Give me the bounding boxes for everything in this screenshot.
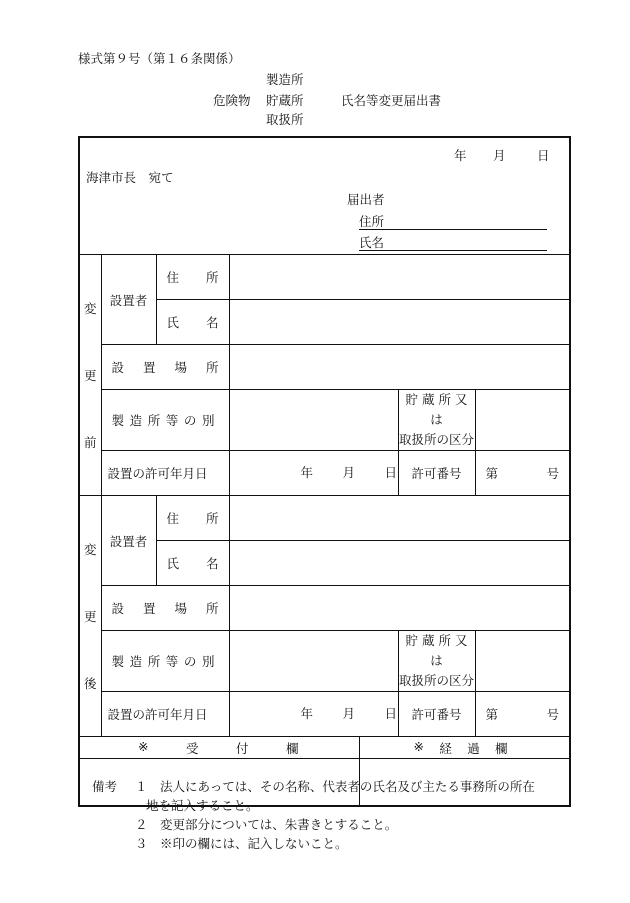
before-permit-date-field[interactable]	[229, 451, 398, 496]
after-installer-name-field[interactable]	[229, 541, 570, 586]
after-facility-class-field[interactable]	[229, 631, 398, 692]
after-permit-date-field[interactable]	[229, 692, 398, 737]
after-installer-label: 設置者	[101, 496, 156, 586]
notifier-address-label: 住所	[359, 214, 385, 229]
after-side-char-2: 更	[83, 608, 97, 624]
form-style-number: 様式第９号（第１６条関係）	[78, 51, 241, 66]
before-permit-date-label: 設置の許可年月日	[101, 451, 229, 496]
before-location-label: 設 置 場 所	[101, 345, 229, 390]
before-side-label	[79, 255, 101, 496]
notifier-name-field[interactable]	[359, 250, 547, 251]
title-prefix: 危険物	[213, 93, 251, 108]
before-storage-class-label: 貯 蔵 所 又 は 取扱所の区分	[398, 390, 475, 451]
progress-header: ※ 経 過 欄	[359, 737, 570, 759]
reception-header: ※ 受 付 欄	[79, 737, 359, 759]
before-storage-class-field[interactable]	[475, 390, 570, 451]
before-side-char-2: 更	[83, 367, 97, 383]
note-3-text: ※印の欄には、記入しないこと。	[160, 836, 348, 851]
note-1-text-cont: 地を記入すること。	[146, 798, 259, 813]
title-facility-storage: 貯蔵所	[266, 93, 304, 108]
notifier-name-label: 氏名	[359, 235, 385, 250]
after-permit-year: 年	[300, 706, 314, 721]
notes-label: 備考	[92, 779, 118, 794]
before-side-char-3: 前	[83, 434, 97, 450]
after-installer-name-label: 氏 名	[156, 541, 229, 586]
before-facility-class-field[interactable]	[229, 390, 398, 451]
note-1-text: 法人にあっては、その名称、代表者の氏名及び主たる事務所の所在	[160, 779, 535, 794]
after-permit-month: 月	[342, 706, 356, 721]
after-side-char-3: 後	[83, 675, 97, 691]
title-facility-handling: 取扱所	[266, 112, 304, 127]
before-permit-month: 月	[342, 465, 356, 480]
notifier-address-field[interactable]	[359, 229, 547, 230]
title-suffix: 氏名等変更届出書	[341, 93, 442, 108]
before-permit-number-field[interactable]: 第 号	[475, 451, 570, 496]
after-installer-address-label: 住 所	[156, 496, 229, 541]
before-installer-label: 設置者	[101, 255, 156, 345]
title-facility-manufacturing: 製造所	[266, 72, 304, 87]
before-installer-name-field[interactable]	[229, 300, 570, 345]
before-facility-class-label: 製 造 所 等 の 別	[101, 390, 229, 451]
after-side-char-1: 変	[83, 542, 97, 558]
after-location-field[interactable]	[229, 586, 570, 631]
header-date-month: 月	[493, 148, 506, 163]
after-storage-class-field[interactable]	[475, 631, 570, 692]
header-date-day: 日	[537, 148, 550, 163]
after-permit-day: 日	[384, 706, 398, 721]
notification-form-table	[78, 136, 571, 807]
addressee: 海津市長 宛て	[86, 170, 174, 185]
before-installer-name-label: 氏 名	[156, 300, 229, 345]
note-1-number: １	[135, 779, 148, 794]
after-storage-class-label: 貯 蔵 所 又 は 取扱所の区分	[398, 631, 475, 692]
header-date-year: 年	[454, 148, 467, 163]
before-location-field[interactable]	[229, 345, 570, 390]
notifier-label: 届出者	[347, 192, 385, 207]
after-facility-class-label: 製 造 所 等 の 別	[101, 631, 229, 692]
before-permit-number-label: 許可番号	[398, 451, 475, 496]
before-installer-address-field[interactable]	[229, 255, 570, 300]
before-installer-address-label: 住 所	[156, 255, 229, 300]
before-side-char-1: 変	[83, 301, 97, 317]
after-side-label	[79, 496, 101, 737]
before-permit-year: 年	[300, 465, 314, 480]
header-section	[79, 137, 570, 255]
after-permit-number-field[interactable]: 第 号	[475, 692, 570, 737]
after-installer-address-field[interactable]	[229, 496, 570, 541]
after-location-label: 設 置 場 所	[101, 586, 229, 631]
after-permit-date-label: 設置の許可年月日	[101, 692, 229, 737]
note-2-text: 変更部分については、朱書きとすること。	[160, 817, 398, 832]
note-2-number: ２	[135, 817, 148, 832]
note-3-number: ３	[135, 836, 148, 851]
after-permit-number-label: 許可番号	[398, 692, 475, 737]
before-permit-day: 日	[384, 465, 398, 480]
